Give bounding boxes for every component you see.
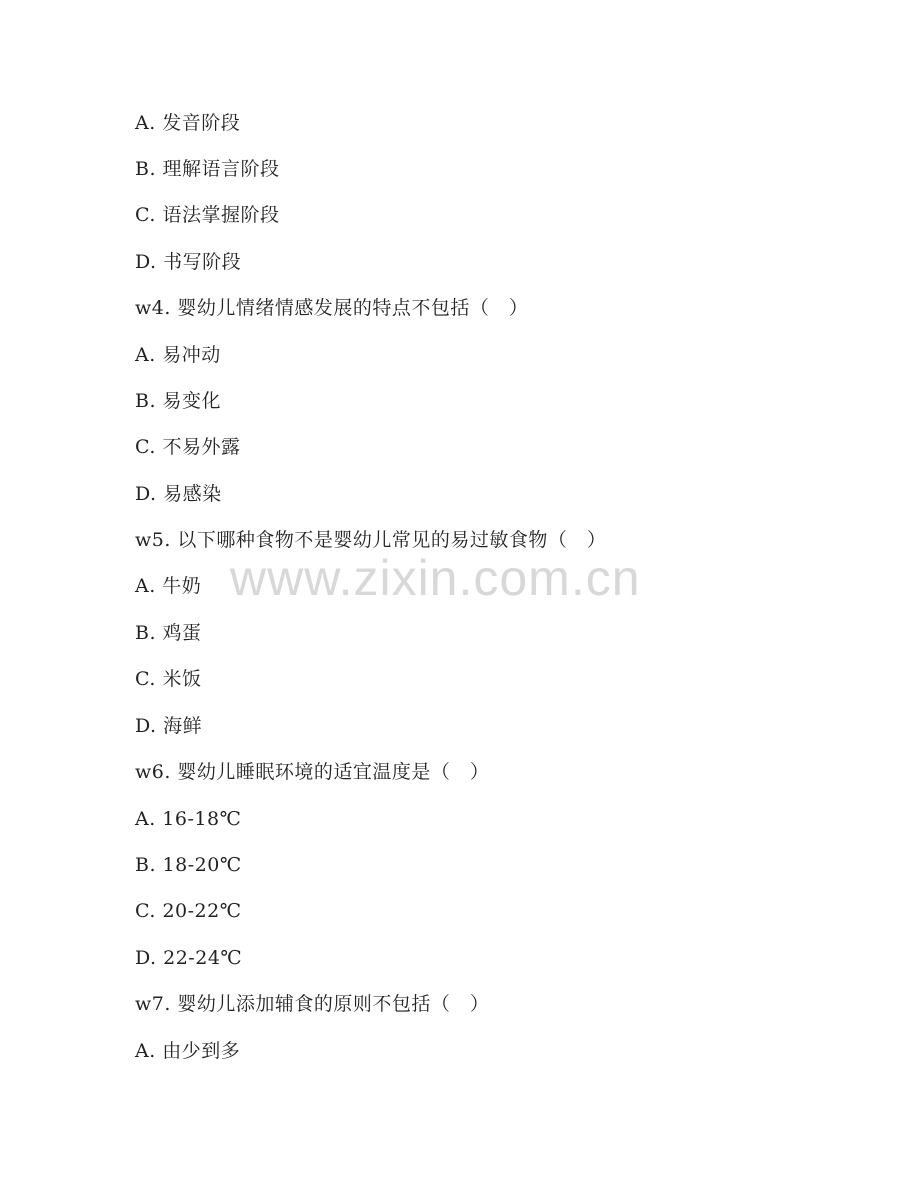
- option-a-q7: A. 由少到多: [135, 1040, 241, 1062]
- option-d-q3: D. 书写阶段: [135, 251, 242, 273]
- option-b-q4: B. 易变化: [135, 390, 222, 412]
- question-6: w6. 婴幼儿睡眠环境的适宜温度是（ ）: [135, 761, 490, 783]
- option-d-q5: D. 海鲜: [135, 715, 203, 737]
- option-a-q5: A. 牛奶: [135, 575, 202, 597]
- option-c-q3: C. 语法掌握阶段: [135, 204, 280, 226]
- question-5: w5. 以下哪种食物不是婴幼儿常见的易过敏食物（ ）: [135, 529, 607, 551]
- option-d-q4: D. 易感染: [135, 483, 222, 505]
- option-b-q3: B. 理解语言阶段: [135, 158, 280, 180]
- option-c-q4: C. 不易外露: [135, 436, 241, 458]
- watermark: www.zixin.com.cn: [230, 550, 641, 606]
- option-b-q6: B. 18-20℃: [135, 854, 242, 876]
- question-7: w7. 婴幼儿添加辅食的原则不包括（ ）: [135, 993, 490, 1015]
- option-a-q6: A. 16-18℃: [135, 808, 242, 830]
- option-b-q5: B. 鸡蛋: [135, 622, 202, 644]
- option-d-q6: D. 22-24℃: [135, 947, 243, 969]
- option-a-q3: A. 发音阶段: [135, 112, 241, 134]
- option-c-q6: C. 20-22℃: [135, 900, 242, 922]
- option-c-q5: C. 米饭: [135, 668, 202, 690]
- option-a-q4: A. 易冲动: [135, 344, 221, 366]
- question-4: w4. 婴幼儿情绪情感发展的特点不包括（ ）: [135, 297, 529, 319]
